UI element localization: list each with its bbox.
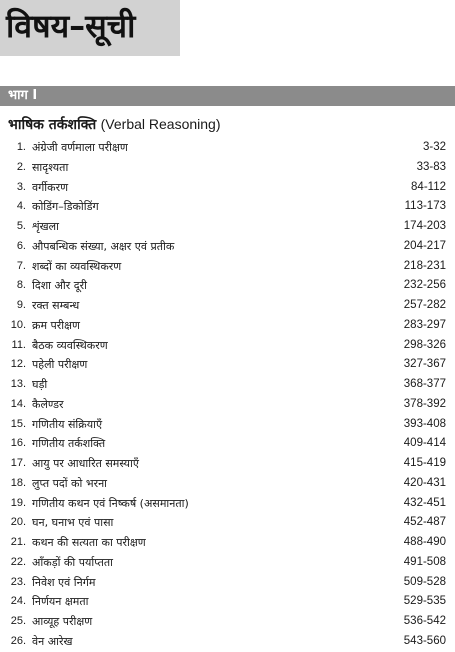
page-title-box [0, 0, 180, 56]
toc-entry[interactable] [0, 553, 455, 573]
toc-entry[interactable] [0, 434, 455, 454]
toc-entry[interactable] [0, 316, 455, 336]
toc-entry[interactable] [0, 415, 455, 435]
toc-entry-pages: 409-414 [403, 437, 446, 450]
toc-entry-number: 21. [10, 536, 26, 548]
toc-entry[interactable] [0, 237, 455, 257]
toc-entry-pages: 543-560 [403, 634, 446, 647]
toc-entry-title: लुप्त पदों को भरना [32, 476, 108, 490]
toc-entry-pages: 393-408 [403, 417, 446, 430]
toc-entry[interactable] [0, 533, 455, 553]
toc-entry-number: 6. [16, 239, 26, 252]
table-of-contents [0, 138, 455, 652]
toc-entry-pages: 488-490 [403, 536, 446, 548]
toc-entry-pages: 113-173 [404, 200, 446, 213]
toc-entry-number: 1. [16, 141, 26, 153]
toc-entry-pages: 204-217 [403, 239, 446, 252]
toc-entry-number: 19. [10, 496, 26, 509]
toc-entry-title: क्रम परीक्षण [32, 318, 80, 332]
toc-entry-title: आव्यूह परीक्षण [32, 615, 93, 628]
toc-entry[interactable] [0, 395, 455, 415]
toc-entry-title: वर्गीकरण [32, 180, 69, 194]
toc-entry-number: 23. [10, 575, 26, 588]
toc-entry-title: पहेली परीक्षण [32, 358, 88, 372]
section-heading [8, 114, 221, 135]
toc-entry-title: घन, घनाभ एवं पासा [32, 516, 114, 530]
toc-entry-title: सादृश्यता [32, 160, 69, 174]
toc-entry-title: कैलेण्डर [32, 397, 64, 411]
toc-entry-title: रक्त सम्बन्ध [32, 299, 80, 312]
toc-entry-title: आँकड़ों की पर्याप्तता [32, 555, 113, 569]
part-label: भाग I [8, 88, 38, 103]
toc-entry-number: 25. [10, 615, 26, 627]
toc-entry-title: गणितीय कथन एवं निष्कर्ष (असमानता) [32, 496, 189, 510]
toc-entry[interactable] [0, 138, 455, 158]
section-title-hindi: भाषिक तर्कशक्ति [8, 117, 97, 133]
toc-entry[interactable] [0, 612, 455, 632]
toc-entry-pages: 420-431 [403, 476, 446, 489]
toc-entry[interactable] [0, 336, 455, 356]
toc-entry-pages: 415-419 [403, 457, 446, 469]
toc-entry-pages: 33-83 [416, 160, 446, 173]
toc-entry-pages: 257-282 [403, 299, 446, 311]
page-title: विषय–सूची [6, 7, 136, 45]
toc-entry-title: कथन की सत्यता का परीक्षण [32, 536, 146, 549]
toc-entry[interactable] [0, 474, 455, 494]
toc-entry[interactable] [0, 454, 455, 474]
toc-entry-title: औपबन्धिक संख्या, अक्षर एवं प्रतीक [32, 239, 175, 253]
toc-entry[interactable] [0, 257, 455, 277]
toc-entry-number: 20. [10, 516, 26, 529]
toc-entry-pages: 174-203 [403, 220, 446, 232]
toc-entry[interactable] [0, 355, 455, 375]
part-header-bar [0, 86, 455, 106]
toc-entry-pages: 432-451 [403, 496, 446, 509]
toc-entry[interactable] [0, 375, 455, 395]
toc-entry-pages: 298-326 [403, 338, 446, 351]
section-title-english: (Verbal Reasoning) [100, 116, 221, 132]
toc-entry-title: आयु पर आधारित समस्याएँ [32, 457, 139, 470]
toc-entry-title: निर्णयन क्षमता [32, 595, 89, 609]
toc-entry-number: 17. [10, 457, 26, 469]
toc-entry-pages: 368-377 [403, 378, 446, 390]
toc-entry[interactable] [0, 178, 455, 198]
toc-entry-pages: 84-112 [411, 180, 446, 193]
toc-entry-number: 16. [10, 437, 26, 450]
toc-entry-number: 4. [16, 200, 26, 213]
toc-entry-pages: 536-542 [403, 615, 446, 627]
toc-entry-pages: 327-367 [403, 358, 446, 371]
toc-entry-number: 5. [16, 220, 26, 232]
toc-entry-title: शृंखला [32, 220, 59, 233]
toc-entry[interactable] [0, 573, 455, 593]
toc-entry-title: घड़ी [32, 378, 48, 391]
toc-entry[interactable] [0, 197, 455, 217]
toc-entry-number: 14. [10, 397, 26, 410]
toc-entry-title: वेन आरेख [32, 634, 73, 648]
toc-entry[interactable] [0, 632, 455, 652]
toc-entry-pages: 491-508 [403, 555, 446, 568]
toc-entry-pages: 509-528 [403, 575, 446, 588]
toc-entry-pages: 283-297 [403, 318, 446, 331]
toc-entry-pages: 452-487 [403, 516, 446, 529]
toc-entry-title: बैठक व्यवस्थिकरण [32, 338, 108, 352]
toc-entry-number: 12. [10, 358, 26, 371]
toc-entry-pages: 378-392 [403, 397, 446, 410]
toc-entry[interactable] [0, 592, 455, 612]
toc-entry[interactable] [0, 494, 455, 514]
toc-entry[interactable] [0, 296, 455, 316]
toc-entry-number: 11. [11, 338, 26, 351]
toc-entry-title: गणितीय संक्रियाएँ [32, 417, 103, 431]
toc-entry-pages: 218-231 [403, 259, 446, 272]
toc-entry-number: 26. [10, 634, 26, 647]
toc-entry-number: 24. [10, 595, 26, 608]
toc-entry-pages: 232-256 [403, 279, 446, 292]
toc-entry-number: 22. [10, 555, 26, 568]
toc-entry-number: 10. [10, 318, 26, 331]
toc-entry-title: निवेश एवं निर्गम [32, 575, 96, 589]
toc-entry-number: 13. [10, 378, 26, 390]
toc-entry-title: गणितीय तर्कशक्ति [32, 437, 106, 451]
toc-entry-title: दिशा और दूरी [32, 279, 87, 293]
toc-entry-number: 15. [10, 417, 26, 430]
toc-entry-number: 18. [10, 476, 26, 489]
toc-entry-pages: 3-32 [422, 141, 446, 153]
toc-entry-number: 9. [16, 299, 26, 311]
toc-entry[interactable] [0, 158, 455, 178]
toc-entry-title: अंग्रेजी वर्णमाला परीक्षण [32, 141, 128, 154]
toc-entry-title: शब्दों का व्यवस्थिकरण [32, 259, 122, 273]
toc-entry[interactable] [0, 513, 455, 533]
toc-entry-number: 8. [16, 279, 26, 292]
toc-entry-number: 3. [16, 180, 26, 193]
toc-entry-number: 7. [16, 259, 26, 272]
toc-entry-number: 2. [16, 160, 26, 173]
toc-entry[interactable] [0, 276, 455, 296]
toc-entry-title: कोडिंग–डिकोडिंग [32, 200, 99, 214]
toc-entry[interactable] [0, 217, 455, 237]
toc-entry-pages: 529-535 [403, 595, 446, 608]
